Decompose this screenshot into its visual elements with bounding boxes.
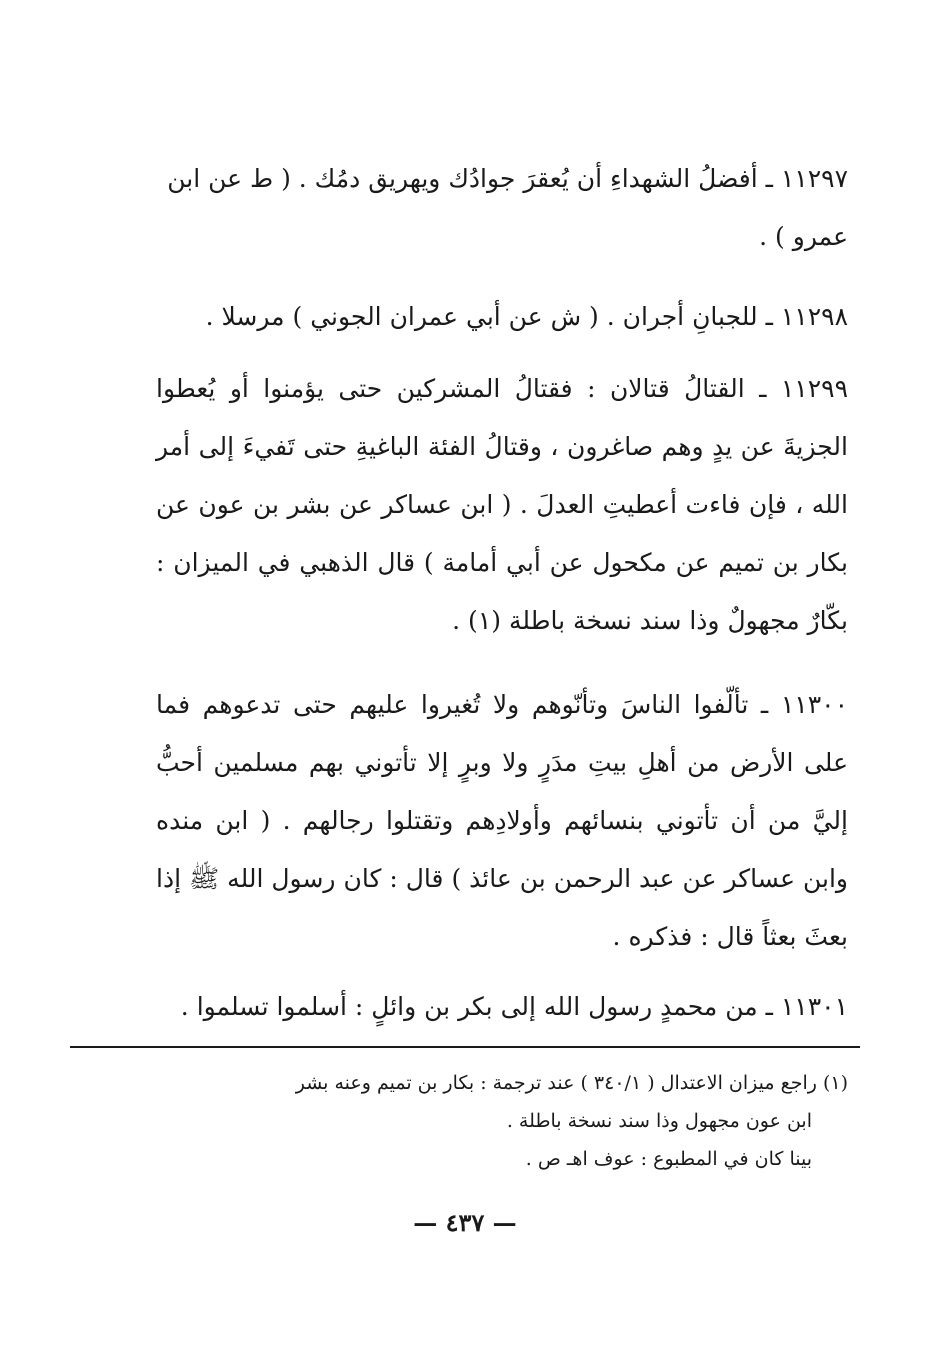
footnote-line-3: بينا كان في المطبوع : عوف اهـ ص . (525, 1148, 812, 1170)
hadith-entry-11299: ١١٢٩٩ ـ القتالُ قتالان : فقتالُ المشركين حتى يؤمنوا أو يُعطوا الجزيةَ عن يدٍ وهم صاغرون ، وقتالُ الفئة الباغيةِ حتى تَفيءَ إلى أمر الله ، فإن فاءت أعطيتِ العدلَ . ( ابن عساكر عن بشر بن عون عن بكار بن تميم عن مكحول عن أبي أمامة ) قال الذهبي في الميزان : بكّارٌ مجهولٌ وذا سند نسخة باطلة (١) . (156, 374, 848, 635)
footnote-divider (70, 1046, 860, 1048)
hadith-entry-11298: ١١٢٩٨ ـ للجبانِ أجران . ( ش عن أبي عمران الجوني ) مرسلا . (205, 302, 848, 331)
hadith-entry-11300: ١١٣٠٠ ـ تألّفوا الناسَ وتأنّوهم ولا تُغيروا عليهم حتى تدعوهم فما على الأرض من أهلِ بيتِ مدَرٍ ولا وبرٍ إلا تأتوني بهم مسلمين أحبُّ إليَّ من أن تأتوني بنسائهم وأولادِهم وتقتلوا رجالهم . ( ابن منده وابن عساكر عن عبد الرحمن بن عائذ ) قال : كان رسول الله ﷺ إذا بعثَ بعثاً قال : فذكره . (156, 690, 848, 951)
page-number: — ٤٣٧ — (413, 1208, 517, 1237)
hadith-entry-11297: ١١٢٩٧ ـ أفضلُ الشهداءِ أن يُعقرَ جوادُك ويهريق دمُك . ( ط عن ابن عمرو ) . (167, 164, 848, 251)
footnote-line-2: ابن عون مجهول وذا سند نسخة باطلة . (506, 1110, 812, 1132)
hadith-entry-11301: ١١٣٠١ ـ من محمدٍ رسول الله إلى بكر بن وائلٍ : أسلموا تسلموا . (180, 992, 848, 1021)
footnote (156, 1064, 848, 1178)
footnote-line-1: (١) راجع ميزان الاعتدال ( ٣٤٠/١ ) عند ترجمة : بكار بن تميم وعنه بشر (295, 1072, 848, 1094)
